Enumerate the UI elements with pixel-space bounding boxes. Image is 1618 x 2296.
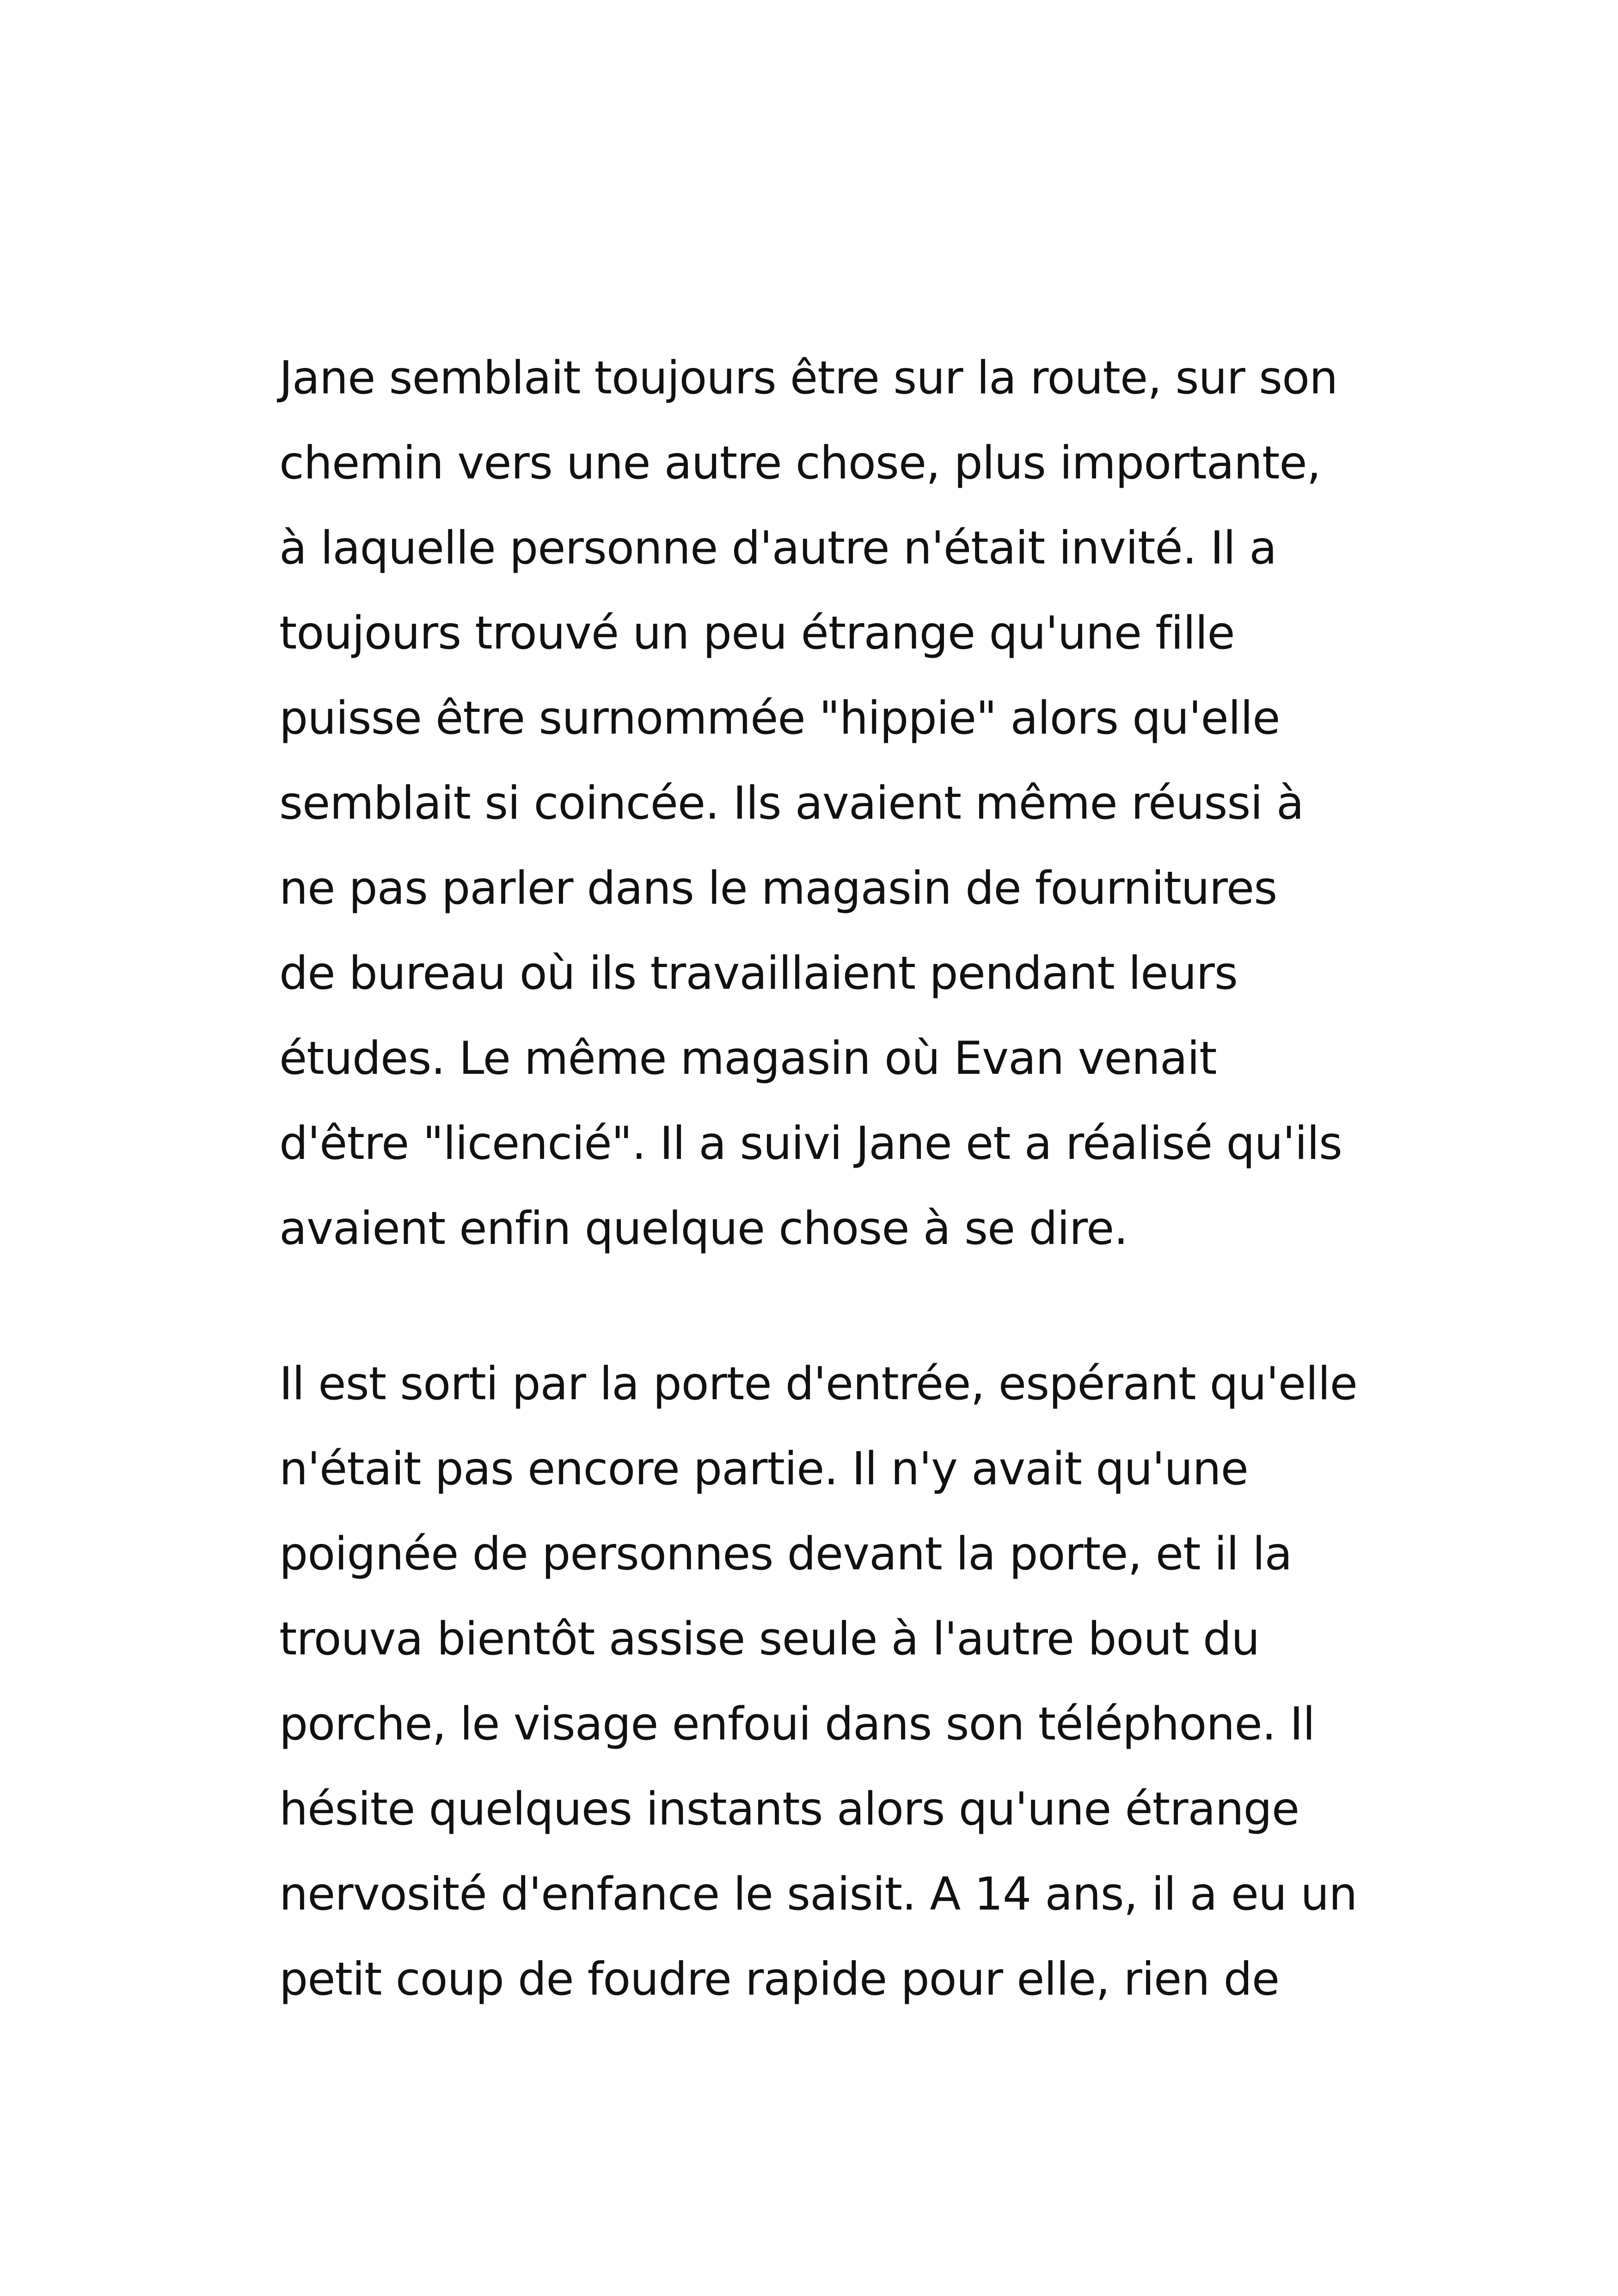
paragraph-line: d'être "licencié". Il a suivi Jane et a réalisé qu'ils — [279, 1117, 1342, 1170]
paragraph-2 — [279, 1341, 1389, 2022]
paragraph-line: petit coup de foudre rapide pour elle, rien de — [279, 1953, 1280, 2006]
paragraph-line: chemin vers une autre chose, plus importante, — [279, 437, 1321, 490]
paragraph-line: études. Le même magasin où Evan venait — [279, 1032, 1217, 1085]
paragraph-line: porche, le visage enfoui dans son téléphone. Il — [279, 1698, 1315, 1751]
paragraph-line: hésite quelques instants alors qu'une étrange — [279, 1783, 1299, 1836]
paragraph-line: Il est sorti par la porte d'entrée, espérant qu'elle — [279, 1358, 1357, 1410]
paragraph-1 — [279, 336, 1389, 1271]
paragraph-line: puisse être surnommée "hippie" alors qu'elle — [279, 692, 1280, 745]
paragraph-line: n'était pas encore partie. Il n'y avait qu'une — [279, 1443, 1248, 1495]
paragraph-line: trouva bientôt assise seule à l'autre bout du — [279, 1613, 1260, 1665]
paragraph-line: avaient enfin quelque chose à se dire. — [279, 1202, 1128, 1255]
paragraph-line: de bureau où ils travaillaient pendant leurs — [279, 947, 1238, 1000]
paragraph-line: nervosité d'enfance le saisit. A 14 ans, il a eu un — [279, 1868, 1357, 1921]
paragraph-line: toujours trouvé un peu étrange qu'une fille — [279, 607, 1235, 660]
paragraph-line: Jane semblait toujours être sur la route, sur son — [279, 352, 1338, 404]
paragraph-line: semblait si coincée. Ils avaient même réussi à — [279, 777, 1304, 830]
paragraph-line: à laquelle personne d'autre n'était invité. Il a — [279, 522, 1277, 575]
paragraph-line: ne pas parler dans le magasin de fournitures — [279, 862, 1277, 915]
paragraph-line: poignée de personnes devant la porte, et il la — [279, 1528, 1292, 1580]
